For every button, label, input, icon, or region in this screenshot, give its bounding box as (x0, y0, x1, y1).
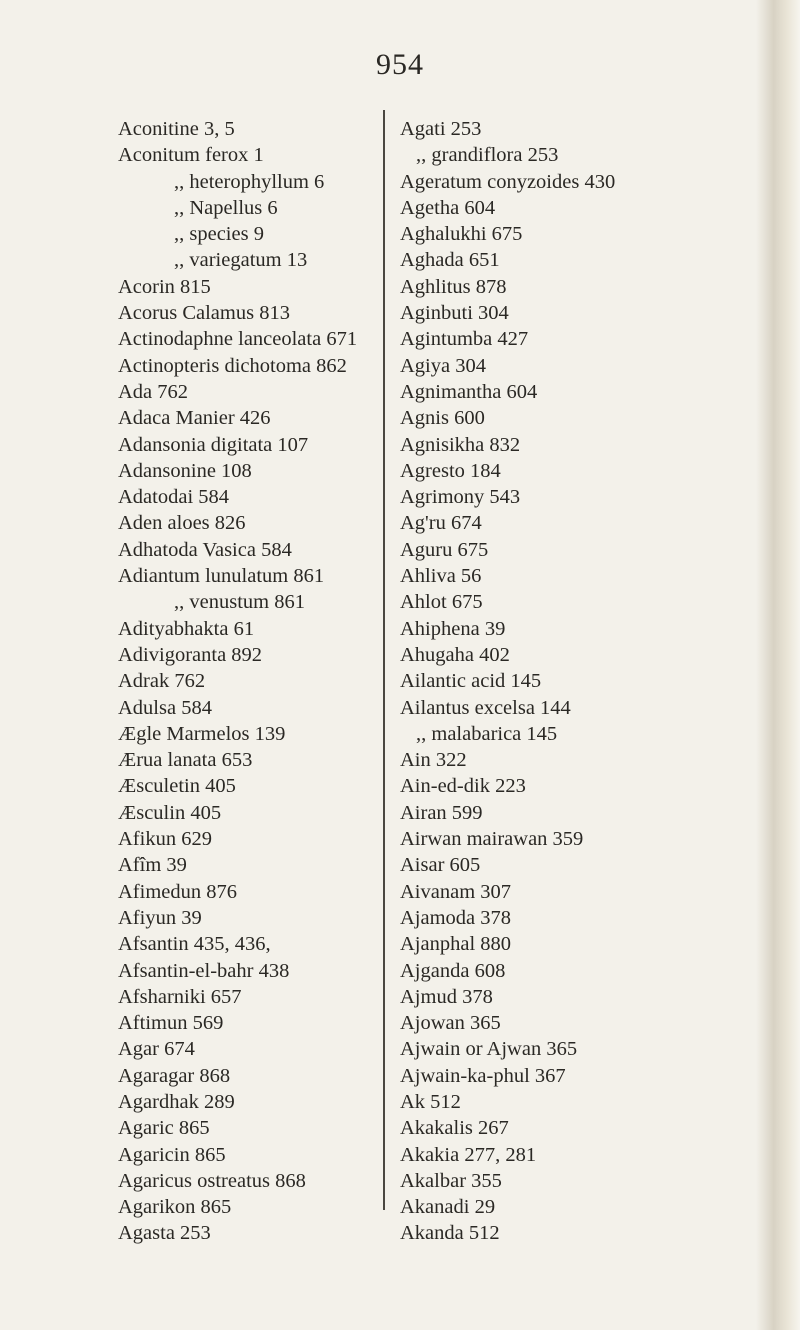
index-entry: ,, grandiflora 253 (416, 144, 559, 167)
column-divider (383, 110, 385, 1210)
index-entry: Adiantum lunulatum 861 (118, 565, 325, 588)
index-entry: Ahlot 675 (400, 591, 483, 614)
index-entry: ,, variegatum 13 (174, 249, 308, 272)
index-entry: Agnimantha 604 (400, 380, 538, 403)
index-entry: Akanda 512 (400, 1222, 500, 1245)
index-entry: Aghada 651 (400, 249, 500, 272)
index-entry: Ahliva 56 (400, 565, 482, 588)
index-entry: Agaric 865 (118, 1117, 210, 1140)
index-entry: Aguru 675 (400, 538, 489, 561)
index-entry: Agasta 253 (118, 1222, 211, 1245)
index-entry: Æsculin 405 (118, 801, 222, 824)
index-entry: Æsculetin 405 (118, 775, 236, 798)
index-entry: Adhatoda Vasica 584 (118, 538, 292, 561)
index-entry: Ahugaha 402 (400, 643, 510, 666)
index-entry: Afsantin 435, 436, (118, 933, 271, 956)
index-entry: Ain 322 (400, 749, 467, 772)
index-entry: Agetha 604 (400, 196, 496, 219)
index-entry: Agnis 600 (400, 407, 485, 430)
index-entry: Afikun 629 (118, 828, 212, 851)
index-entry: Afsharniki 657 (118, 985, 242, 1008)
index-entry: Aconitum ferox 1 (118, 144, 264, 167)
index-entry: Aftimun 569 (118, 1012, 224, 1035)
index-entry: Ailantus excelsa 144 (400, 696, 571, 719)
index-entry: Acorin 815 (118, 275, 211, 298)
index-entry: Adrak 762 (118, 670, 206, 693)
index-entry: ,, heterophyllum 6 (174, 170, 325, 193)
index-entry: Akakalis 267 (400, 1117, 509, 1140)
index-entry: Actinopteris dichotoma 862 (118, 354, 347, 377)
index-entry: Actinodaphne lanceolata 671 (118, 328, 358, 351)
index-entry: Ajmud 378 (400, 985, 493, 1008)
index-entry: Ægle Marmelos 139 (118, 722, 286, 745)
index-column-right (400, 116, 615, 1247)
index-entry: Agardhak 289 (118, 1090, 235, 1113)
index-entry: Aconitine 3, 5 (118, 118, 235, 140)
index-entry: Agaricus ostreatus 868 (118, 1169, 306, 1192)
index-entry: Ain-ed-dik 223 (400, 775, 526, 798)
index-entry: Adaca Manier 426 (118, 407, 271, 430)
index-entry: Afîm 39 (118, 854, 187, 877)
index-entry: Agnisikha 832 (400, 433, 521, 456)
index-entry: Agresto 184 (400, 459, 501, 482)
index-entry: Ajwain-ka-phul 367 (400, 1064, 566, 1087)
index-entry: Ajwain or Ajwan 365 (400, 1038, 578, 1061)
index-entry: Ajowan 365 (400, 1012, 501, 1035)
index-entry: Acorus Calamus 813 (118, 302, 290, 325)
index-entry: Ageratum conyzoides 430 (400, 170, 616, 193)
index-entry: Ajamoda 378 (400, 906, 512, 929)
index-entry: Afiyun 39 (118, 906, 202, 929)
index-entry: Airwan mairawan 359 (400, 828, 584, 851)
index-entry: Ailantic acid 145 (400, 670, 542, 693)
index-entry: Aghlitus 878 (400, 275, 507, 298)
index-entry: Aginbuti 304 (400, 302, 509, 325)
index-entry: Ak 512 (400, 1090, 461, 1113)
index-entry: Agaricin 865 (118, 1143, 226, 1166)
index-entry: Agintumba 427 (400, 328, 529, 351)
index-entry: Agati 253 (400, 118, 482, 140)
index-entry: Akalbar 355 (400, 1169, 502, 1192)
index-entry: Aisar 605 (400, 854, 481, 877)
index-entry: ,, Napellus 6 (174, 196, 278, 219)
page-number: 954 (376, 48, 424, 81)
index-entry: Airan 599 (400, 801, 483, 824)
index-entry: Adansonia digitata 107 (118, 433, 309, 456)
index-entry: Agrimony 543 (400, 486, 521, 509)
index-entry: Adulsa 584 (118, 696, 212, 719)
index-entry: Ærua lanata 653 (118, 749, 253, 772)
index-entry: ,, malabarica 145 (416, 722, 558, 745)
index-entry: ,, species 9 (174, 223, 264, 246)
index-entry: Ahiphena 39 (400, 617, 506, 640)
index-entry: Akanadi 29 (400, 1196, 496, 1219)
index-entry: ,, venustum 861 (174, 591, 305, 614)
index-entry: Adansonine 108 (118, 459, 252, 482)
index-entry: Ag'ru 674 (400, 512, 482, 535)
index-entry: Agaragar 868 (118, 1064, 231, 1087)
index-entry: Adivigoranta 892 (118, 643, 263, 666)
index-entry: Aivanam 307 (400, 880, 512, 903)
index-entry: Agiya 304 (400, 354, 486, 377)
index-entry: Adityabhakta 61 (118, 617, 255, 640)
page-edge-shadow (756, 0, 800, 1330)
index-entry: Akakia 277, 281 (400, 1143, 537, 1166)
index-entry: Ada 762 (118, 380, 189, 403)
index-entry: Aghalukhi 675 (400, 223, 523, 246)
index-entry: Agarikon 865 (118, 1196, 232, 1219)
index-entry: Adatodai 584 (118, 486, 230, 509)
index-column-left (118, 116, 357, 1247)
index-entry: Afsantin-el-bahr 438 (118, 959, 290, 982)
index-entry: Ajganda 608 (400, 959, 506, 982)
index-entry: Afimedun 876 (118, 880, 237, 903)
index-entry: Aden aloes 826 (118, 512, 246, 535)
index-entry: Ajanphal 880 (400, 933, 512, 956)
index-entry: Agar 674 (118, 1038, 195, 1061)
